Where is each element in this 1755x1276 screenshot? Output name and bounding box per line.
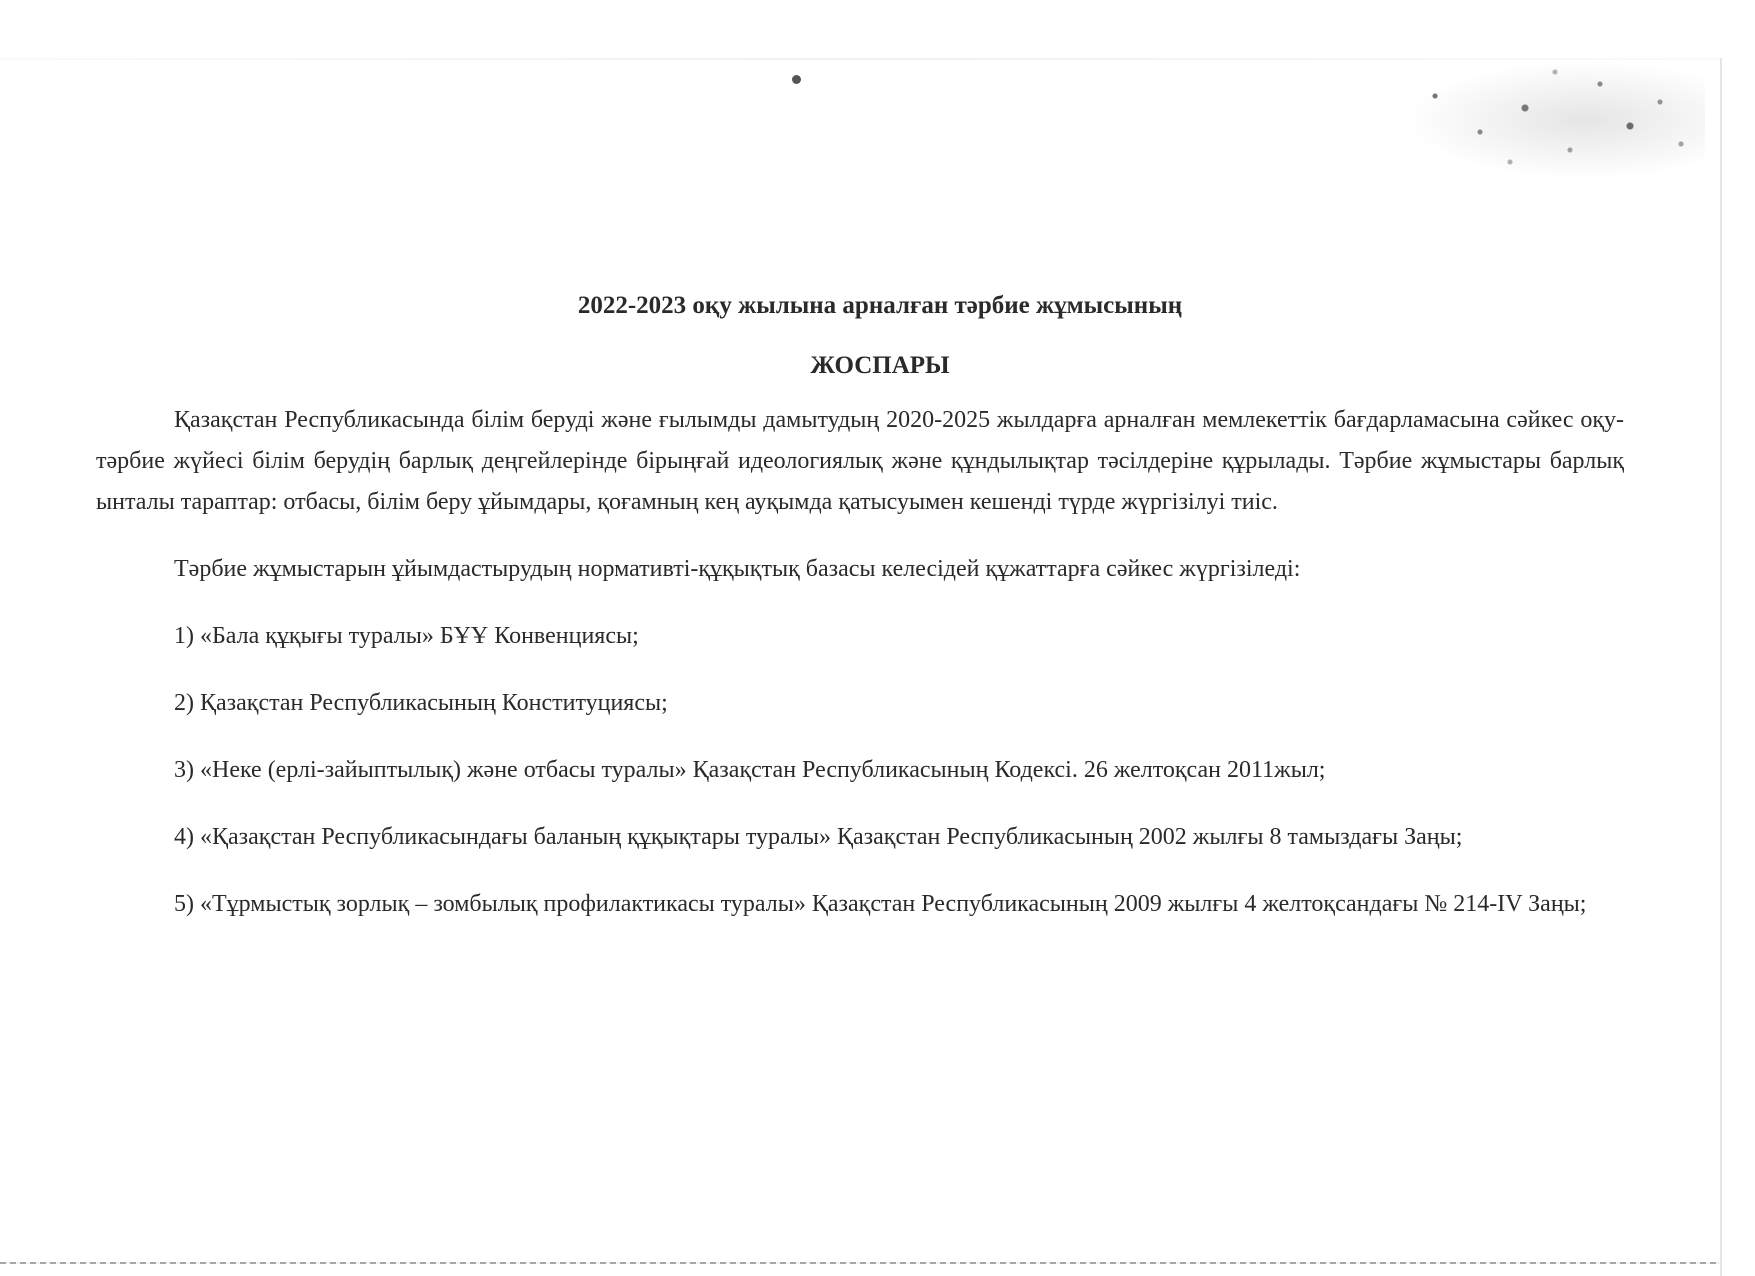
list-item-3: 3) «Неке (ерлі-зайыптылық) және отбасы туралы» Қазақстан Республикасының Кодексі. 26 желтоқсан 2011жыл; — [174, 757, 1326, 783]
document-subtitle: ЖОСПАРЫ — [810, 352, 950, 379]
document-title: 2022-2023 оқу жылына арналған тәрбие жұмысының — [577, 292, 1183, 319]
intro-paragraph: Қазақстан Республикасында білім беруді және ғылымды дамытудың 2020-2025 жылдарға арналған мемлекеттік бағдарламасына сәйкес оқу-тәрбие жүйесі білім берудің барлық деңгейлерінде бірыңғай идеологиялық және құндылықтар тәсілдеріне құрылады. Тәрбие жұмыстары барлық ынталы тараптар: отбасы, білім беру ұйымдары, қоғамның кең ауқымда қатысуымен кешенді түрде жүргізілуі тиіс. — [96, 407, 1624, 515]
document-page — [96, 290, 1624, 951]
scan-smudge — [1405, 60, 1705, 180]
list-item-4: 4) «Қазақстан Республикасындағы баланың құқықтары туралы» Қазақстан Республикасының 2002 жылғы 8 тамыздағы Заңы; — [174, 824, 1463, 850]
punch-dot — [792, 75, 801, 84]
scan-edge-right — [1720, 58, 1722, 1276]
list-item-2: 2) Қазақстан Республикасының Конституциясы; — [174, 690, 668, 716]
list-item-5: 5) «Тұрмыстық зорлық – зомбылық профилактикасы туралы» Қазақстан Республикасының 2009 жылғы 4 желтоқсандағы № 214-IV Заңы; — [174, 891, 1587, 917]
basis-paragraph: Тәрбие жұмыстарын ұйымдастырудың нормативті-құқықтық базасы келесідей құжаттарға сәйкес жүргізіледі: — [174, 556, 1301, 582]
list-item-1: 1) «Бала құқығы туралы» БҰҰ Конвенциясы; — [174, 623, 639, 649]
scan-edge-bottom — [0, 1262, 1720, 1264]
